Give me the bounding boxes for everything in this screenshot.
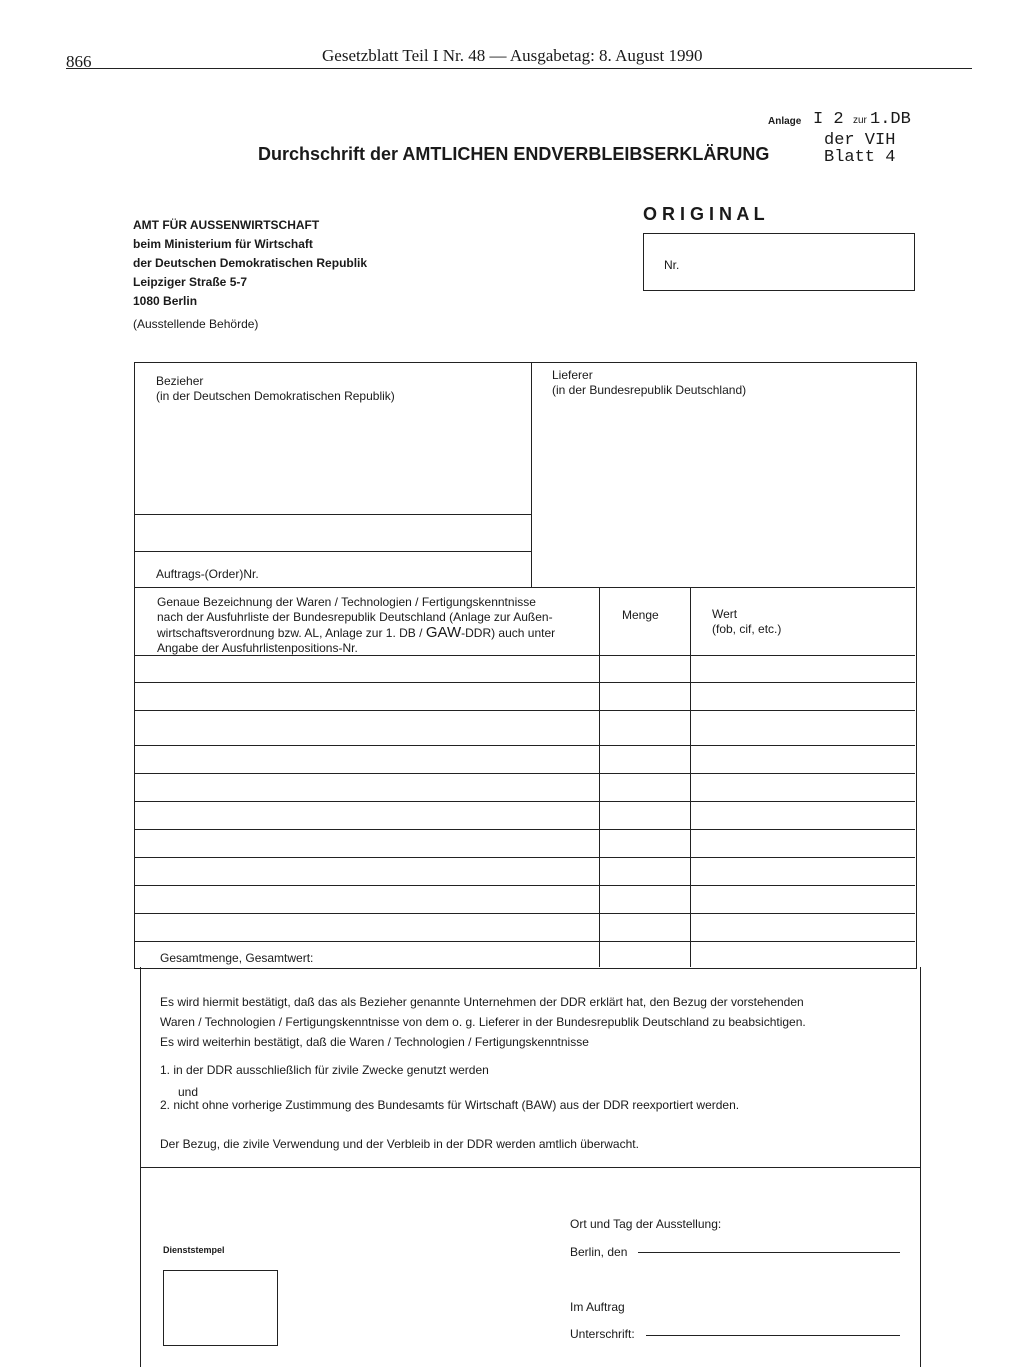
authority-line-2: beim Ministerium für Wirtschaft bbox=[133, 237, 313, 251]
table-row[interactable] bbox=[134, 941, 915, 942]
gaw-handwritten: GAW bbox=[425, 624, 462, 641]
form-main-box bbox=[134, 362, 917, 969]
bezieher-field[interactable] bbox=[156, 374, 395, 404]
dienststempel-label: Dienststempel bbox=[163, 1245, 225, 1255]
annex-zur: zur bbox=[853, 115, 867, 126]
authority-line-5: 1080 Berlin bbox=[133, 294, 198, 308]
original-label: O R I G I N A L bbox=[643, 204, 765, 224]
wert-label: Wert bbox=[712, 607, 738, 621]
top-section-bottom bbox=[134, 587, 915, 588]
wert-header bbox=[712, 607, 781, 637]
goods-desc-line-4: Angabe der Ausfuhrlistenpositions-Nr. bbox=[157, 641, 358, 655]
table-row[interactable] bbox=[134, 773, 915, 774]
ort-tag-label: Ort und Tag der Ausstellung: bbox=[570, 1217, 722, 1231]
wert-column-divider bbox=[690, 587, 691, 967]
annex-blatt: Blatt 4 bbox=[824, 148, 896, 167]
goods-description-header bbox=[157, 595, 555, 656]
declaration-para-2: Der Bezug, die zivile Verwendung und der Verbleib in der DDR werden amtlich überwacht. bbox=[160, 1137, 639, 1151]
table-row[interactable] bbox=[134, 885, 915, 886]
declaration-und: und bbox=[178, 1085, 199, 1099]
declaration-item-2: 2. nicht ohne vorherige Zustimmung des Bundesamts für Wirtschaft (BAW) aus der DDR reexportiert werden. bbox=[160, 1098, 740, 1112]
authority-line-1: AMT FÜR AUSSENWIRTSCHAFT bbox=[133, 218, 320, 232]
declaration-bottom-rule bbox=[140, 1167, 921, 1168]
menge-column-divider bbox=[599, 587, 600, 967]
annex-number: I 2 bbox=[813, 110, 844, 129]
annex-label: Anlage bbox=[768, 116, 802, 127]
goods-desc-line-1: Genaue Bezeichnung der Waren / Technologien / Fertigungskenntnisse bbox=[157, 595, 536, 609]
declaration-line-3: Es wird weiterhin bestätigt, daß die Waren / Technologien / Fertigungskenntnisse bbox=[160, 1035, 589, 1049]
im-auftrag-label: Im Auftrag bbox=[570, 1300, 625, 1314]
declaration-line-2: Waren / Technologien / Fertigungskenntnisse von dem o. g. Lieferer in der Bundesrepublik Deutschland zu beabsichtigen. bbox=[160, 1015, 806, 1029]
bezieher-rule-2 bbox=[134, 551, 531, 552]
goods-desc-line-3: wirtschaftsverordnung bzw. AL, Anlage zur 1. DB / GAW-DDR) auch unter bbox=[157, 624, 556, 641]
stamp-box[interactable] bbox=[163, 1270, 278, 1346]
menge-header: Menge bbox=[622, 608, 659, 622]
table-row[interactable] bbox=[134, 829, 915, 830]
bezieher-label: Bezieher bbox=[156, 374, 204, 388]
total-label: Gesamtmenge, Gesamtwert: bbox=[160, 951, 314, 965]
annex-vih: der VIH bbox=[824, 131, 896, 150]
bezieher-lieferer-divider bbox=[531, 362, 532, 587]
lieferer-label: Lieferer bbox=[552, 368, 593, 382]
declaration-item-1: 1. in der DDR ausschließlich für zivile Zwecke genutzt werden bbox=[160, 1063, 489, 1077]
table-row[interactable] bbox=[134, 801, 915, 802]
table-row[interactable] bbox=[134, 857, 915, 858]
running-title: Gesetzblatt Teil I Nr. 48 — Ausgabetag: 8. August 1990 bbox=[322, 46, 703, 65]
signature-line[interactable] bbox=[646, 1335, 900, 1336]
table-row[interactable] bbox=[134, 710, 915, 711]
table-row[interactable] bbox=[134, 913, 915, 914]
declaration-text bbox=[160, 992, 806, 1052]
table-row[interactable] bbox=[134, 745, 915, 746]
declaration-line-1: Es wird hiermit bestätigt, daß das als Bezieher genannte Unternehmen der DDR erklärt hat, den Bezug der vorstehenden bbox=[160, 995, 804, 1009]
order-number-label: Auftrags-(Order)Nr. bbox=[156, 567, 259, 581]
date-line[interactable] bbox=[638, 1252, 900, 1253]
lieferer-sublabel: (in der Bundesrepublik Deutschland) bbox=[552, 383, 747, 397]
bezieher-rule-1 bbox=[134, 514, 531, 515]
authority-line-4: Leipziger Straße 5-7 bbox=[133, 275, 248, 289]
goods-desc-line-2: nach der Ausfuhrliste der Bundesrepublik Deutschland (Anlage zur Außen- bbox=[157, 610, 553, 624]
authority-line-3: der Deutschen Demokratischen Republik bbox=[133, 256, 368, 270]
nr-box[interactable] bbox=[643, 233, 915, 291]
nr-label: Nr. bbox=[664, 258, 680, 272]
page-number: 866 bbox=[66, 52, 92, 71]
lieferer-field[interactable] bbox=[552, 368, 746, 398]
annex-db: 1.DB bbox=[870, 110, 911, 129]
authority-caption: (Ausstellende Behörde) bbox=[133, 317, 259, 331]
document-title: Durchschrift der AMTLICHEN ENDVERBLEIBSERKLÄRUNG bbox=[258, 144, 770, 164]
bezieher-sublabel: (in der Deutschen Demokratischen Republik) bbox=[156, 389, 395, 403]
berlin-den-label: Berlin, den bbox=[570, 1245, 628, 1259]
header-rule bbox=[66, 68, 972, 69]
unterschrift-label: Unterschrift: bbox=[570, 1327, 635, 1341]
table-row[interactable] bbox=[134, 682, 915, 683]
table-row[interactable] bbox=[134, 655, 915, 656]
issuing-authority bbox=[133, 216, 367, 311]
wert-sublabel: (fob, cif, etc.) bbox=[712, 622, 782, 636]
